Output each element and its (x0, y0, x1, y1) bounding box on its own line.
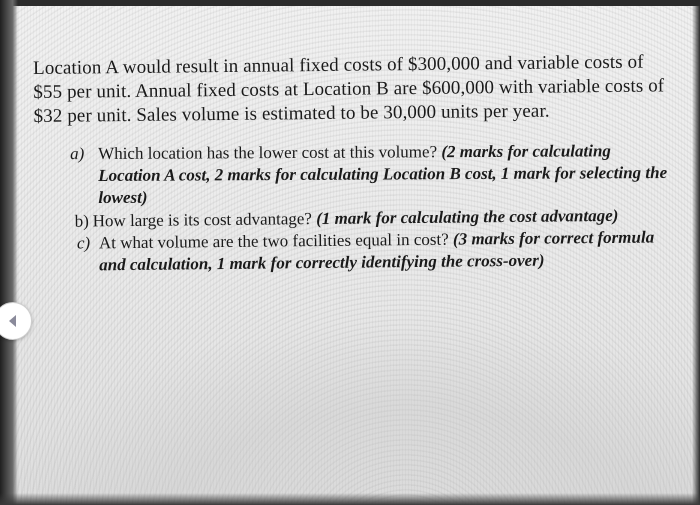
frame-bottom-edge (0, 493, 700, 505)
question-a (34, 140, 674, 209)
question-b-marks: (1 mark for calculating the cost advantage) (316, 205, 619, 229)
question-c-text: At what volume are the two facilities equal in cost? (98, 229, 449, 253)
question-list (34, 138, 675, 277)
question-c-marker: c) (76, 233, 91, 253)
question-b-text: How large is its cost advantage? (92, 209, 313, 231)
chevron-left-icon (5, 313, 21, 329)
question-a-text: Which location has the lower cost at this volume? (98, 142, 438, 163)
question-a-body (34, 140, 674, 209)
frame-top-edge (0, 0, 700, 6)
question-b-marker: b) (74, 211, 89, 231)
frame-right-edge (692, 0, 700, 505)
question-a-marker: a) (70, 144, 85, 164)
question-content (33, 50, 675, 277)
back-button[interactable] (0, 302, 32, 340)
question-c-marks: (3 marks for correct formula and calculation, 1 mark for correctly identifying the cross-over) (99, 227, 655, 275)
frame-left-edge (0, 0, 18, 505)
question-a-marks: (2 marks for calculating Location A cost, 2 marks for calculating Location B cost, 1 mark for selecting the lowest) (98, 141, 668, 207)
question-c-body (35, 226, 675, 277)
question-c (35, 226, 675, 277)
problem-intro: Location A would result in annual fixed costs of $300,000 and variable costs of $55 per unit. Annual fixed costs at Location B are $600,000 with variable costs of $32 per unit. Sales volume is estimated to be 30,000 units per year. (33, 51, 665, 127)
